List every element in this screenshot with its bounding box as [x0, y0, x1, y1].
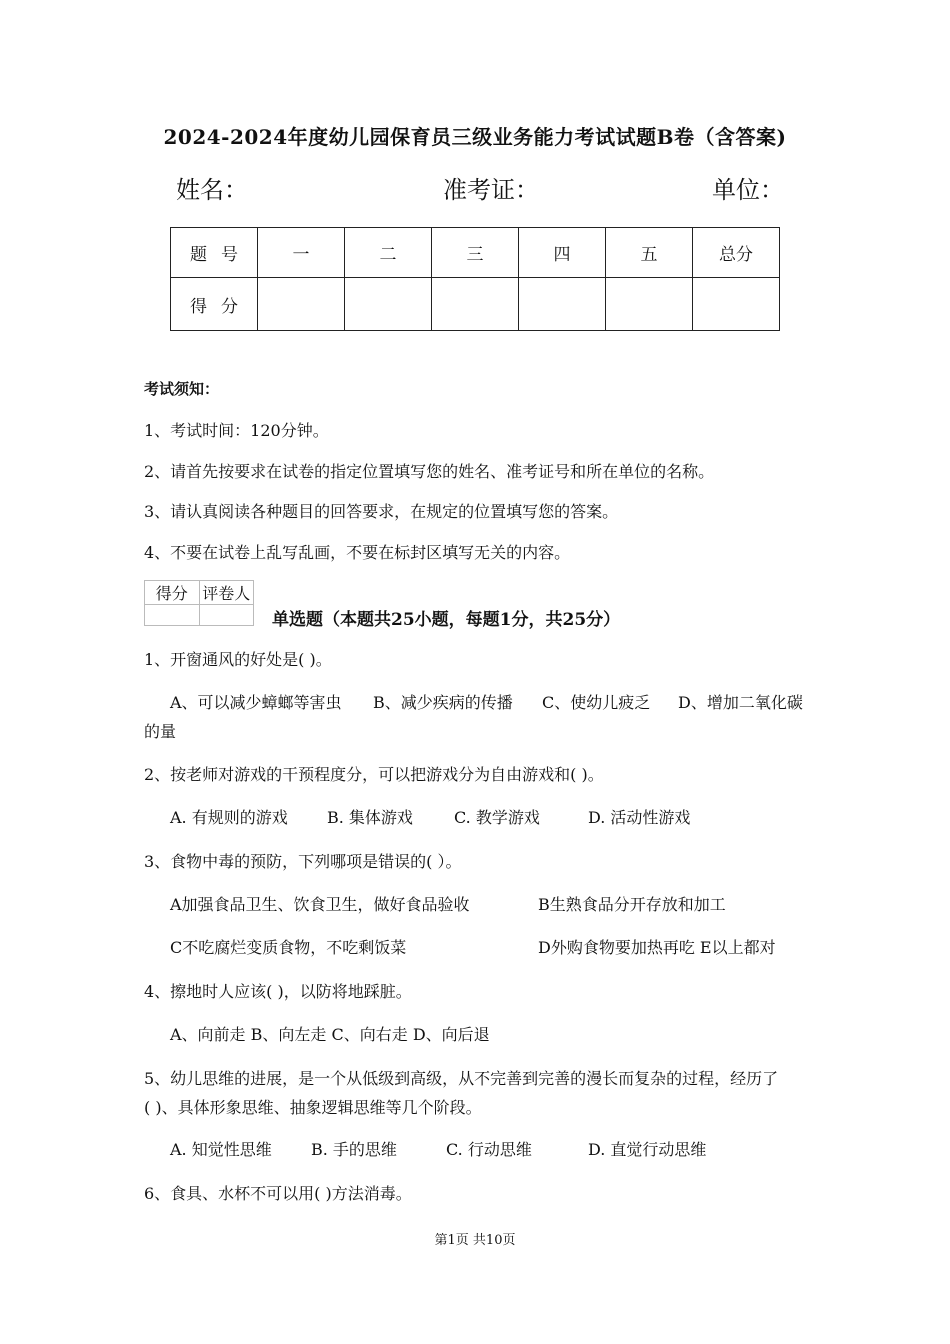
option-wrap: 的量: [144, 722, 177, 741]
question-stem: 1、开窗通风的好处是( )。: [144, 650, 332, 669]
option[interactable]: C、使幼儿疲乏: [542, 693, 651, 712]
grader-reviewer-cell[interactable]: [199, 605, 254, 626]
grader-score-label: 得分: [145, 581, 200, 605]
score-table-header-row: [171, 228, 780, 278]
grader-score-cell[interactable]: [145, 605, 200, 626]
score-cell-total[interactable]: [693, 278, 780, 331]
question-stem: 6、食具、水杯不可以用( )方法消毒。: [144, 1184, 412, 1203]
notice-item: 4、不要在试卷上乱写乱画，不要在标封区填写无关的内容。: [144, 543, 571, 562]
question-number-label: 题号: [171, 228, 258, 278]
notice-title: 考试须知：: [144, 380, 220, 398]
score-col-3: 三: [432, 228, 519, 278]
option[interactable]: A、向前走 B、向左走 C、向右走 D、向后退: [170, 1025, 490, 1044]
option[interactable]: D. 活动性游戏: [588, 808, 691, 827]
option[interactable]: B、减少疾病的传播: [373, 693, 513, 712]
score-col-2: 二: [345, 228, 432, 278]
option[interactable]: B. 集体游戏: [327, 808, 413, 827]
question-stem: 4、擦地时人应该( )，以防将地踩脏。: [144, 982, 412, 1001]
option[interactable]: D、增加二氧化碳: [678, 693, 803, 712]
option[interactable]: D. 直觉行动思维: [588, 1140, 707, 1159]
option[interactable]: D外购食物要加热再吃 E以上都对: [538, 938, 776, 957]
page-footer: 第1页 共10页: [434, 1233, 516, 1248]
score-cell[interactable]: [606, 278, 693, 331]
score-table-score-row: [171, 278, 780, 331]
exam-title: 2024-2024年度幼儿园保育员三级业务能力考试试题B卷（含答案): [163, 125, 787, 149]
option[interactable]: C. 行动思维: [446, 1140, 532, 1159]
question-stem: 2、按老师对游戏的干预程度分，可以把游戏分为自由游戏和( )。: [144, 765, 604, 784]
option[interactable]: B. 手的思维: [311, 1140, 397, 1159]
question-stem: 5、幼儿思维的进展，是一个从低级到高级，从不完善到完善的漫长而复杂的过程，经历了: [144, 1069, 779, 1088]
option[interactable]: A. 知觉性思维: [170, 1140, 272, 1159]
score-cell[interactable]: [519, 278, 606, 331]
score-cell[interactable]: [258, 278, 345, 331]
name-label: 姓名：: [176, 176, 248, 204]
option[interactable]: A加强食品卫生、饮食卫生，做好食品验收: [170, 895, 470, 914]
notice-item: 3、请认真阅读各种题目的回答要求，在规定的位置填写您的答案。: [144, 502, 619, 521]
score-col-total: 总分: [693, 228, 780, 278]
question-stem: 3、食物中毒的预防，下列哪项是错误的( ）。: [144, 852, 462, 871]
notice-item: 2、请首先按要求在试卷的指定位置填写您的姓名、准考证号和所在单位的名称。: [144, 462, 715, 481]
grader-box: [144, 580, 254, 626]
unit-label: 单位：: [712, 176, 784, 204]
score-table: [170, 227, 780, 331]
grader-reviewer-label: 评卷人: [199, 581, 254, 605]
score-col-5: 五: [606, 228, 693, 278]
exam-number-label: 准考证：: [443, 176, 539, 204]
option[interactable]: C不吃腐烂变质食物，不吃剩饭菜: [170, 938, 407, 957]
score-label: 得分: [171, 278, 258, 331]
option[interactable]: C. 教学游戏: [454, 808, 540, 827]
question-stem-continued: ( )、具体形象思维、抽象逻辑思维等几个阶段。: [144, 1098, 482, 1117]
option[interactable]: A、可以减少蟑螂等害虫: [170, 693, 342, 712]
option[interactable]: A. 有规则的游戏: [170, 808, 288, 827]
notice-item: 1、考试时间：120分钟。: [144, 421, 329, 440]
score-cell[interactable]: [345, 278, 432, 331]
score-cell[interactable]: [432, 278, 519, 331]
option[interactable]: B生熟食品分开存放和加工: [538, 895, 726, 914]
score-col-4: 四: [519, 228, 606, 278]
score-col-1: 一: [258, 228, 345, 278]
section-title: 单选题（本题共25小题，每题1分，共25分）: [272, 610, 621, 630]
